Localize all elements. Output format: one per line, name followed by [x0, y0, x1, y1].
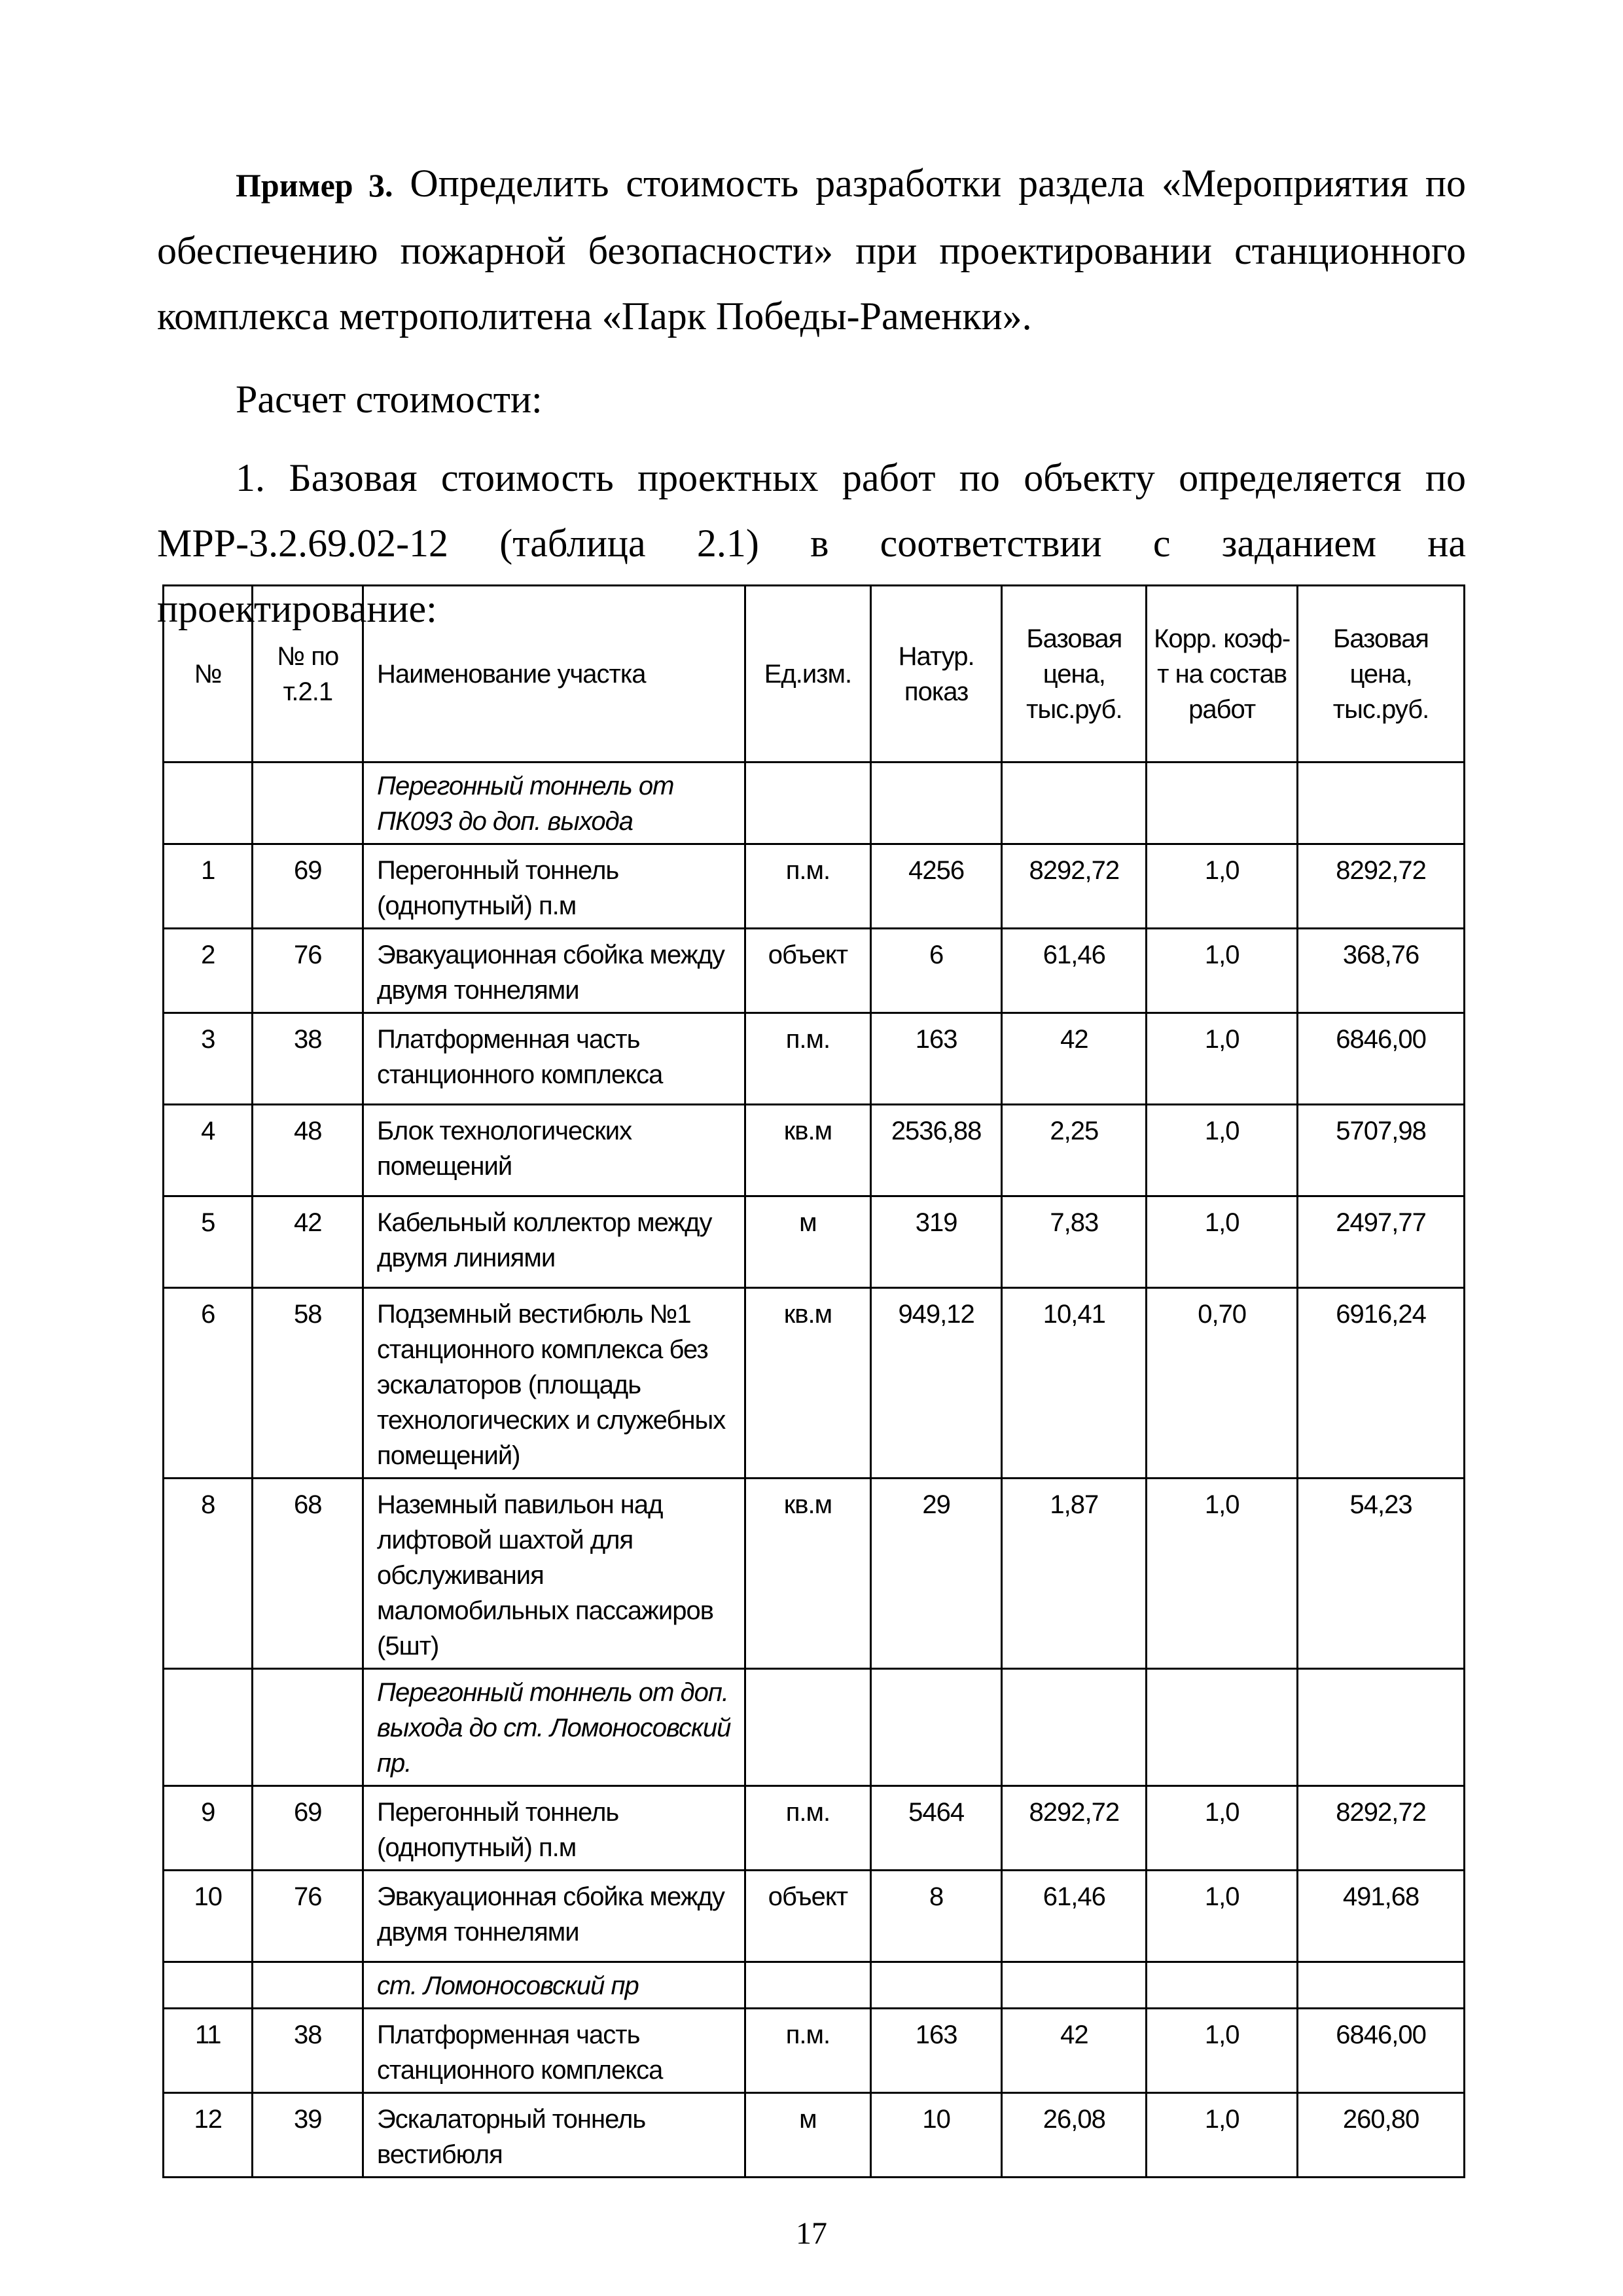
- cell-ref: 69: [253, 844, 363, 929]
- section-title: Перегонный тоннель от доп. выхода до ст. Ломоносовский пр.: [363, 1669, 745, 1786]
- cell-unit: м: [745, 2093, 871, 2178]
- cell-coef: 1,0: [1147, 2093, 1298, 2178]
- table-row: [164, 1786, 1465, 1871]
- cell-price: 26,08: [1002, 2093, 1147, 2178]
- cell-name: Эвакуационная сбойка между двумя тоннелями: [363, 1871, 745, 1962]
- header-no: №: [164, 586, 253, 762]
- cell-unit: кв.м: [745, 1105, 871, 1196]
- cell-no: 10: [164, 1871, 253, 1962]
- section-row: [164, 762, 1465, 844]
- cell-name: Платформенная часть станционного комплекса: [363, 2009, 745, 2093]
- cell-natural: 10: [870, 2093, 1002, 2178]
- cell-coef: 1,0: [1147, 929, 1298, 1013]
- cell-name: Блок технологических помещений: [363, 1105, 745, 1196]
- cell-total: 491,68: [1298, 1871, 1465, 1962]
- example-text: Определить стоимость разработки раздела «Мероприятия по обеспечению пожарной безопасности» при проектировании станционного комплекса метрополитена «Парк Победы-Раменки».: [157, 162, 1466, 338]
- cell-total: 8292,72: [1298, 1786, 1465, 1871]
- cell-unit: объект: [745, 1871, 871, 1962]
- header-table-ref: № по т.2.1: [253, 586, 363, 762]
- table-row: [164, 844, 1465, 929]
- header-name: Наименование участка: [363, 586, 745, 762]
- cell-no: 8: [164, 1479, 253, 1669]
- cell-price: 2,25: [1002, 1105, 1147, 1196]
- cell-natural: 6: [870, 929, 1002, 1013]
- cell-total: 8292,72: [1298, 844, 1465, 929]
- cell-ref: 42: [253, 1196, 363, 1288]
- cell-no: 9: [164, 1786, 253, 1871]
- section-row: [164, 1962, 1465, 2009]
- cell-unit: п.м.: [745, 844, 871, 929]
- header-coef: Корр. коэф-т на состав работ: [1147, 586, 1298, 762]
- step-1-paragraph: 1. Базовая стоимость проектных работ по объекту определяется по МРР-3.2.69.02-12 (таблица 2.1) в соответствии с заданием на проектирование:: [157, 456, 1466, 630]
- cost-table: [162, 584, 1465, 2178]
- header-unit: Ед.изм.: [745, 586, 871, 762]
- section-title: Перегонный тоннель от ПК093 до доп. выхода: [363, 762, 745, 844]
- cell-natural: 163: [870, 2009, 1002, 2093]
- cell-natural: 29: [870, 1479, 1002, 1669]
- cell-total: 2497,77: [1298, 1196, 1465, 1288]
- cell-price: 42: [1002, 1013, 1147, 1105]
- cell-ref: 38: [253, 2009, 363, 2093]
- cell-ref: 76: [253, 929, 363, 1013]
- cell-name: Перегонный тоннель (однопутный) п.м: [363, 844, 745, 929]
- cell-ref: 38: [253, 1013, 363, 1105]
- cell-unit: объект: [745, 929, 871, 1013]
- cell-name: Эвакуационная сбойка между двумя тоннелями: [363, 929, 745, 1013]
- cell-total: 5707,98: [1298, 1105, 1465, 1196]
- calc-heading: Расчет стоимости:: [236, 378, 543, 421]
- cell-ref: 48: [253, 1105, 363, 1196]
- cell-natural: 949,12: [870, 1288, 1002, 1479]
- cell-no: 2: [164, 929, 253, 1013]
- cell-no: 5: [164, 1196, 253, 1288]
- cell-coef: 1,0: [1147, 1013, 1298, 1105]
- page-number: 17: [796, 2216, 827, 2251]
- header-natural: Натур. показ: [870, 586, 1002, 762]
- cell-natural: 4256: [870, 844, 1002, 929]
- cell-natural: 163: [870, 1013, 1002, 1105]
- cell-natural: 5464: [870, 1786, 1002, 1871]
- cell-coef: 1,0: [1147, 1105, 1298, 1196]
- example-label: Пример 3.: [236, 167, 393, 204]
- cell-coef: 1,0: [1147, 1786, 1298, 1871]
- cell-total: 6846,00: [1298, 1013, 1465, 1105]
- table-row: [164, 1288, 1465, 1479]
- table-row: [164, 1013, 1465, 1105]
- cell-unit: п.м.: [745, 2009, 871, 2093]
- cell-price: 1,87: [1002, 1479, 1147, 1669]
- cell-coef: 1,0: [1147, 1871, 1298, 1962]
- table-row: [164, 1105, 1465, 1196]
- cell-no: 12: [164, 2093, 253, 2178]
- table-row: [164, 929, 1465, 1013]
- cell-total: 6916,24: [1298, 1288, 1465, 1479]
- cell-name: Подземный вестибюль №1 станционного комплекса без эскалаторов (площадь технологических и служебных помещений): [363, 1288, 745, 1479]
- example-paragraph: [157, 151, 1466, 349]
- cell-name: Эскалаторный тоннель вестибюля: [363, 2093, 745, 2178]
- cell-no: 3: [164, 1013, 253, 1105]
- cell-ref: 58: [253, 1288, 363, 1479]
- cell-total: 260,80: [1298, 2093, 1465, 2178]
- section-row: [164, 1669, 1465, 1786]
- cell-coef: 1,0: [1147, 2009, 1298, 2093]
- header-total: Базовая цена, тыс.руб.: [1298, 586, 1465, 762]
- cell-price: 42: [1002, 2009, 1147, 2093]
- cell-price: 10,41: [1002, 1288, 1147, 1479]
- table-row: [164, 1479, 1465, 1669]
- cell-coef: 1,0: [1147, 844, 1298, 929]
- section-title: ст. Ломоносовский пр: [363, 1962, 745, 2009]
- cell-price: 8292,72: [1002, 844, 1147, 929]
- cell-ref: 39: [253, 2093, 363, 2178]
- cell-unit: п.м.: [745, 1013, 871, 1105]
- cell-price: 7,83: [1002, 1196, 1147, 1288]
- cell-name: Платформенная часть станционного комплекса: [363, 1013, 745, 1105]
- table-row: [164, 1196, 1465, 1288]
- cell-no: 4: [164, 1105, 253, 1196]
- cell-natural: 319: [870, 1196, 1002, 1288]
- cell-name: Наземный павильон над лифтовой шахтой для обслуживания маломобильных пассажиров (5шт): [363, 1479, 745, 1669]
- cell-ref: 69: [253, 1786, 363, 1871]
- table-header-row: [164, 586, 1465, 762]
- cell-price: 61,46: [1002, 929, 1147, 1013]
- cell-total: 6846,00: [1298, 2009, 1465, 2093]
- cell-coef: 0,70: [1147, 1288, 1298, 1479]
- table-row: [164, 1871, 1465, 1962]
- cell-coef: 1,0: [1147, 1479, 1298, 1669]
- cell-total: 54,23: [1298, 1479, 1465, 1669]
- header-base-price: Базовая цена, тыс.руб.: [1002, 586, 1147, 762]
- cell-no: 6: [164, 1288, 253, 1479]
- cell-price: 61,46: [1002, 1871, 1147, 1962]
- cell-natural: 2536,88: [870, 1105, 1002, 1196]
- cell-price: 8292,72: [1002, 1786, 1147, 1871]
- cell-unit: м: [745, 1196, 871, 1288]
- cell-coef: 1,0: [1147, 1196, 1298, 1288]
- cell-ref: 76: [253, 1871, 363, 1962]
- table-row: [164, 2009, 1465, 2093]
- cell-no: 11: [164, 2009, 253, 2093]
- cell-unit: п.м.: [745, 1786, 871, 1871]
- cell-no: 1: [164, 844, 253, 929]
- cell-natural: 8: [870, 1871, 1002, 1962]
- cell-unit: кв.м: [745, 1479, 871, 1669]
- cell-unit: кв.м: [745, 1288, 871, 1479]
- cell-name: Перегонный тоннель (однопутный) п.м: [363, 1786, 745, 1871]
- cell-ref: 68: [253, 1479, 363, 1669]
- cell-total: 368,76: [1298, 929, 1465, 1013]
- table-row: [164, 2093, 1465, 2178]
- cell-name: Кабельный коллектор между двумя линиями: [363, 1196, 745, 1288]
